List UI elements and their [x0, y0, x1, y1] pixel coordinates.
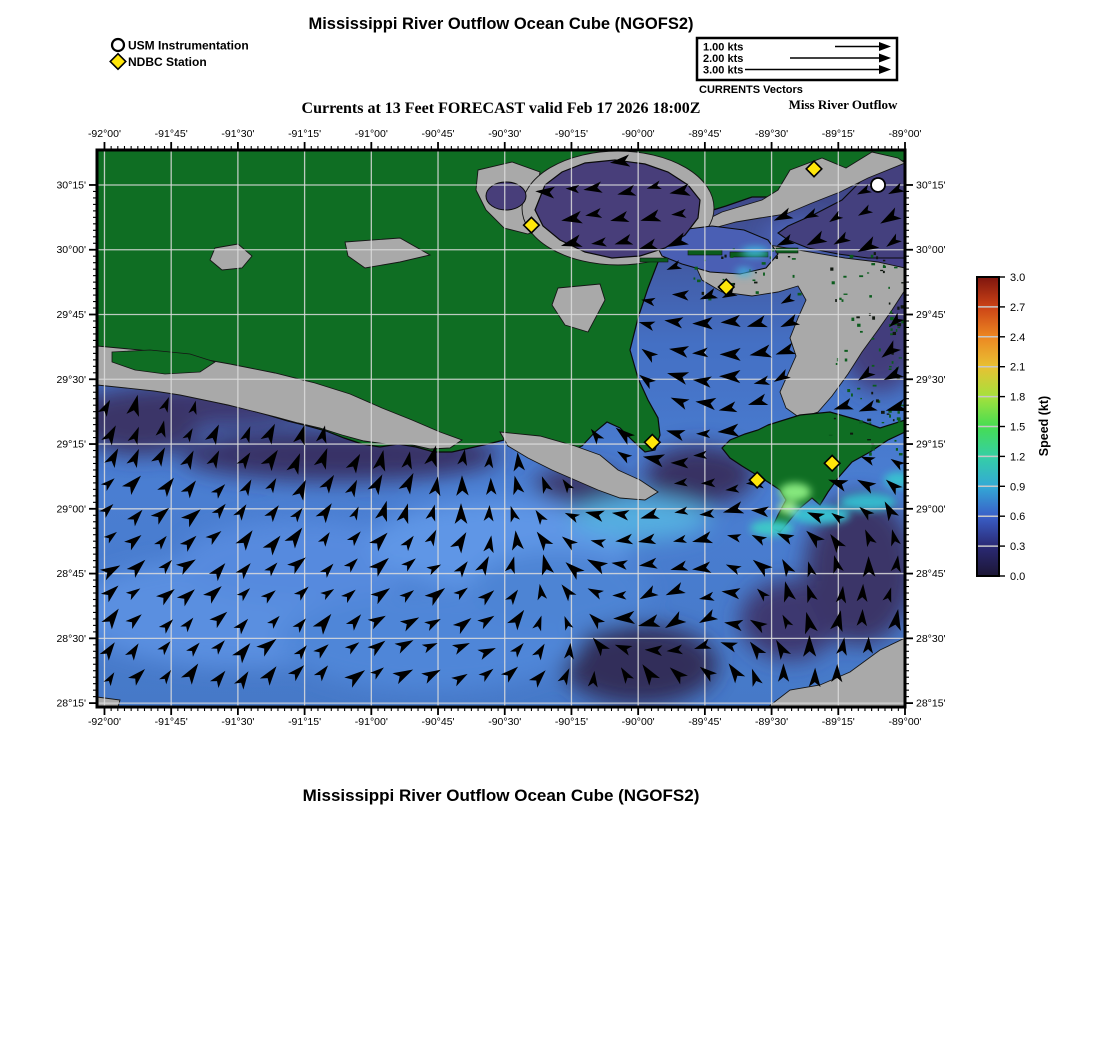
marsh-speckle: [872, 365, 875, 367]
outflow-jet-blob: [741, 247, 769, 257]
marsh-speckle: [896, 448, 898, 451]
marsh-speckle: [859, 420, 862, 423]
marsh-speckle: [873, 385, 877, 387]
marsh-speckle: [834, 418, 836, 419]
marsh-speckle: [850, 433, 853, 435]
barrier-island: [776, 248, 798, 253]
lat-tick-label: 29°45': [916, 309, 946, 322]
colorbar-tick-label: 2.1: [1010, 361, 1026, 374]
marsh-speckle: [869, 423, 872, 424]
marsh-speckle: [694, 277, 696, 279]
marsh-speckle: [883, 260, 885, 262]
marsh-speckle: [887, 413, 890, 414]
marsh-speckle: [867, 272, 869, 273]
bottom-title: Mississippi River Outflow Ocean Cube (NGOFS2): [302, 786, 700, 805]
usm-legend-icon: [112, 39, 124, 51]
lat-tick-label: 30°15': [916, 179, 946, 192]
marsh-speckle: [839, 298, 841, 300]
marsh-speckle: [871, 447, 875, 450]
marsh-speckle: [871, 263, 875, 265]
marsh-speckle: [876, 256, 878, 259]
marsh-speckle: [880, 270, 883, 271]
marsh-speckle: [851, 393, 853, 396]
lon-tick-label: -91°45': [154, 128, 188, 140]
marsh-speckle: [730, 256, 733, 258]
marsh-speckle: [894, 267, 898, 269]
lon-tick-label: -90°00': [621, 716, 655, 728]
speed-field-blob: [570, 496, 710, 540]
marsh-speckle: [889, 369, 892, 370]
colorbar-tick-label: 1.5: [1010, 421, 1026, 434]
marsh-speckle: [753, 279, 756, 281]
colorbar-tick-label: 0.6: [1010, 511, 1026, 524]
marsh-speckle: [723, 279, 725, 280]
page-title: Mississippi River Outflow Ocean Cube (NGOFS2): [308, 15, 694, 33]
lat-tick-label: 29°45': [56, 309, 86, 322]
lat-tick-label: 29°30': [916, 373, 946, 386]
marsh-speckle: [890, 333, 893, 335]
outflow-label: Miss River Outflow: [788, 97, 898, 112]
colorbar-tick-label: 0.9: [1010, 481, 1026, 494]
lat-tick-label: 29°15': [916, 438, 946, 451]
marsh-speckle: [754, 282, 757, 284]
marsh-speckle: [891, 328, 893, 331]
vector-legend-label: 3.00 kts: [703, 64, 744, 77]
marsh-speckle: [859, 275, 863, 277]
lon-tick-label: -91°15': [288, 716, 322, 728]
lon-tick-label: -89°30': [755, 128, 789, 140]
vector-legend-label: 1.00 kts: [703, 41, 744, 54]
marsh-speckle: [695, 267, 698, 270]
marsh-speckle: [897, 417, 901, 420]
lon-tick-label: -91°15': [288, 128, 322, 140]
marsh-speckle: [697, 280, 701, 283]
marsh-speckle: [869, 295, 872, 297]
lon-tick-label: -91°30': [221, 716, 255, 728]
lon-tick-label: -92°00': [87, 128, 122, 140]
barrier-island: [640, 258, 668, 262]
marsh-speckle: [830, 267, 833, 270]
marsh-speckle: [883, 265, 885, 267]
ndbc-legend-icon: [110, 54, 126, 70]
usm-legend-label: USM Instrumentation: [128, 38, 249, 53]
lake-maurepas-water: [486, 182, 526, 210]
marsh-speckle: [889, 302, 891, 304]
lon-tick-label: -89°30': [755, 716, 789, 728]
lon-tick-label: -91°45': [154, 716, 188, 728]
marsh-speckle: [889, 415, 891, 418]
lon-tick-label: -90°30': [488, 128, 522, 140]
marsh-speckle: [832, 281, 835, 284]
lat-tick-label: 29°00': [916, 503, 946, 516]
speed-field-blob: [562, 625, 718, 705]
marsh-speckle: [835, 299, 837, 302]
lon-tick-label: -89°45': [688, 128, 722, 140]
outflow-jet-blob: [779, 483, 811, 501]
marsh-speckle: [871, 255, 874, 258]
marsh-speckle: [755, 272, 757, 273]
marsh-speckle: [871, 392, 873, 395]
lon-tick-label: -91°00': [354, 716, 388, 728]
lon-tick-label: -89°15': [821, 716, 855, 728]
lat-tick-label: 29°30': [56, 373, 86, 386]
marsh-speckle: [845, 359, 847, 362]
marsh-speckle: [888, 287, 890, 289]
marsh-speckle: [776, 256, 778, 259]
lon-tick-label: -90°45': [421, 128, 455, 140]
marsh-speckle: [856, 316, 859, 318]
marsh-speckle: [897, 323, 901, 326]
marsh-speckle: [788, 256, 790, 257]
marsh-speckle: [896, 329, 898, 332]
marsh-speckle: [829, 435, 833, 436]
colorbar-tick-label: 1.8: [1010, 391, 1026, 404]
lat-tick-label: 28°45': [56, 568, 86, 581]
marsh-speckle: [881, 411, 885, 414]
forecast-subtitle: Currents at 13 Feet FORECAST valid Feb 17 2026 18:00Z: [301, 100, 701, 117]
marsh-speckle: [874, 252, 876, 255]
lon-tick-label: -91°00': [354, 128, 388, 140]
marsh-speckle: [756, 291, 759, 294]
marsh-speckle: [798, 293, 802, 296]
marsh-speckle: [793, 275, 795, 278]
lat-tick-label: 28°45': [916, 568, 946, 581]
colorbar-tick-label: 3.0: [1010, 272, 1026, 284]
marsh-speckle: [899, 357, 902, 358]
colorbar-tick-label: 1.2: [1010, 451, 1026, 464]
lon-tick-label: -89°15': [821, 128, 855, 140]
marsh-speckle: [860, 398, 862, 399]
lat-tick-label: 28°30': [56, 632, 86, 645]
marsh-speckle: [893, 332, 896, 335]
lon-tick-label: -89°00': [888, 716, 922, 728]
marsh-speckle: [847, 389, 850, 392]
marsh-speckle: [850, 255, 854, 258]
marsh-speckle: [897, 327, 900, 328]
colorbar-tick-label: 2.7: [1010, 301, 1026, 314]
marsh-speckle: [897, 411, 899, 414]
lat-tick-label: 29°15': [56, 438, 86, 451]
vector-legend-label: 2.00 kts: [703, 53, 744, 65]
lon-tick-label: -89°00': [888, 128, 922, 140]
marsh-speckle: [889, 366, 892, 367]
map-body: [70, 150, 927, 707]
marsh-speckle: [876, 399, 879, 402]
marsh-speckle: [901, 282, 903, 283]
marsh-speckle: [851, 318, 854, 321]
outflow-jet-blob: [736, 268, 752, 276]
colorbar-tick-label: 2.4: [1010, 331, 1026, 344]
lat-tick-label: 28°15': [56, 697, 86, 710]
lon-tick-label: -89°45': [688, 716, 722, 728]
marsh-speckle: [702, 292, 705, 295]
lon-tick-label: -90°00': [621, 128, 655, 140]
colorbar-tick-label: 0.0: [1010, 571, 1026, 583]
lon-tick-label: -90°15': [554, 128, 588, 140]
marsh-speckle: [897, 307, 899, 310]
marsh-speckle: [836, 363, 838, 365]
marsh-speckle: [894, 440, 896, 442]
vector-legend-caption: CURRENTS Vectors: [699, 84, 803, 96]
marsh-speckle: [890, 317, 894, 320]
lat-tick-label: 28°30': [916, 632, 946, 645]
lon-tick-label: -92°00': [87, 716, 122, 728]
marsh-speckle: [882, 422, 885, 423]
marsh-speckle: [860, 331, 863, 333]
lat-tick-label: 30°00': [56, 244, 86, 257]
usm-station-marker: [871, 178, 885, 192]
lat-tick-label: 28°15': [916, 697, 946, 710]
marsh-speckle: [867, 439, 871, 440]
marsh-speckle: [899, 453, 903, 455]
lat-tick-label: 30°15': [56, 179, 86, 192]
marsh-speckle: [843, 276, 846, 278]
marsh-speckle: [721, 257, 723, 259]
lat-tick-label: 30°00': [916, 244, 946, 257]
marsh-speckle: [844, 350, 847, 352]
lon-tick-label: -91°30': [221, 128, 255, 140]
marsh-speckle: [724, 255, 726, 258]
marsh-speckle: [869, 452, 872, 455]
marsh-speckle: [892, 361, 894, 364]
ndbc-legend-label: NDBC Station: [128, 55, 207, 69]
lat-tick-label: 29°00': [56, 503, 86, 516]
colorbar-title: Speed (kt): [1037, 395, 1051, 457]
colorbar-tick-label: 0.3: [1010, 541, 1026, 554]
lon-tick-label: -90°45': [421, 716, 455, 728]
marsh-speckle: [842, 299, 844, 302]
marsh-speckle: [867, 419, 871, 422]
lon-tick-label: -90°30': [488, 716, 522, 728]
marsh-speckle: [893, 419, 895, 421]
marsh-speckle: [879, 348, 881, 351]
marsh-speckle: [871, 338, 874, 340]
lon-tick-label: -90°15': [554, 716, 588, 728]
marsh-speckle: [901, 305, 904, 308]
marsh-speckle: [890, 311, 892, 314]
marsh-speckle: [883, 271, 885, 273]
marsh-speckle: [762, 262, 766, 265]
marsh-speckle: [857, 388, 860, 390]
marsh-speckle: [763, 273, 765, 276]
marsh-speckle: [792, 258, 796, 260]
marsh-speckle: [857, 324, 860, 327]
marsh-speckle: [844, 294, 848, 295]
marsh-speckle: [872, 316, 875, 319]
